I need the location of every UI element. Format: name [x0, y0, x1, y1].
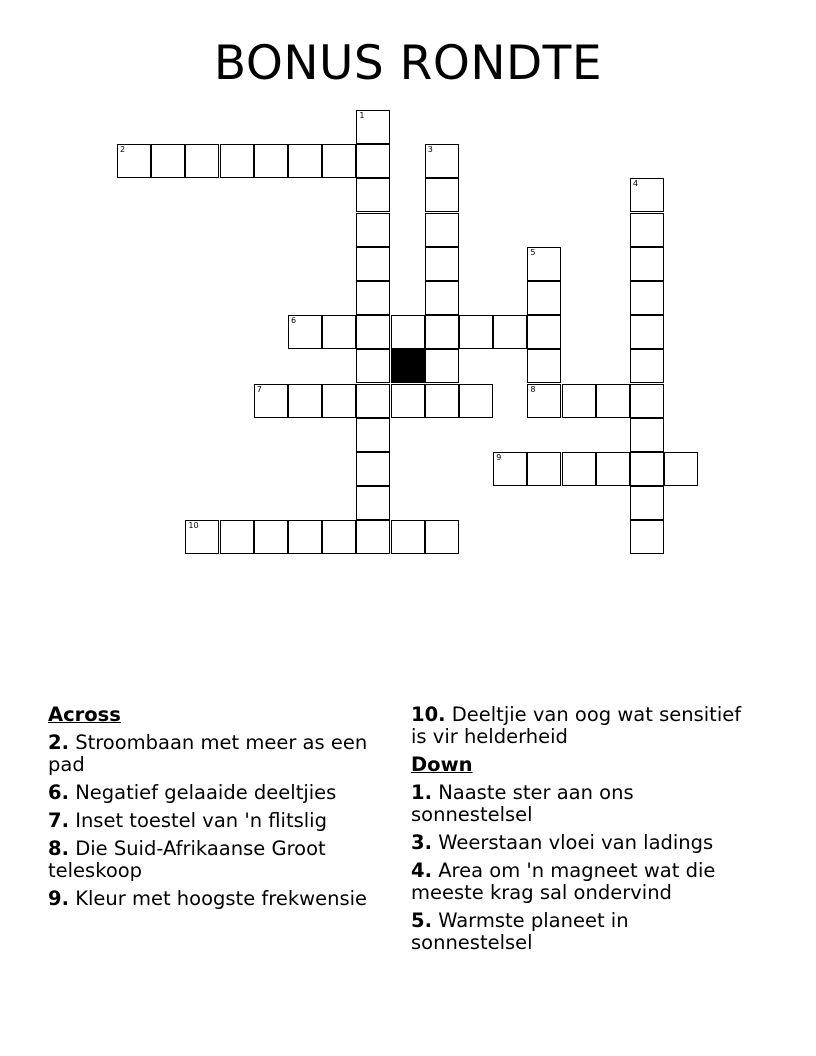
answer-cell[interactable]	[288, 520, 322, 554]
answer-cell[interactable]	[630, 315, 664, 349]
answer-cell[interactable]	[425, 213, 459, 247]
clue-number: 9.	[48, 887, 69, 910]
cell-number: 7	[256, 384, 262, 394]
answer-cell[interactable]	[185, 520, 219, 554]
clue-text: Kleur met hoogste frekwensie	[75, 887, 368, 910]
clue-number: 10.	[411, 703, 446, 726]
answer-cell[interactable]	[391, 315, 425, 349]
clue-text: Weerstaan vloei van ladings	[438, 831, 714, 854]
answer-cell[interactable]	[356, 110, 390, 144]
cell-number: 3	[427, 145, 433, 155]
answer-cell[interactable]	[425, 315, 459, 349]
clue-number: 5.	[411, 909, 432, 932]
clue-text: Negatief gelaaide deeltjies	[75, 781, 337, 804]
answer-cell[interactable]	[527, 349, 561, 383]
answer-cell[interactable]	[664, 452, 698, 486]
answer-cell[interactable]	[562, 384, 596, 418]
cell-number: 10	[188, 521, 199, 531]
answer-cell[interactable]	[356, 213, 390, 247]
clue-text: Stroombaan met meer as een pad	[48, 731, 368, 776]
answer-cell[interactable]	[630, 281, 664, 315]
answer-cell[interactable]	[151, 144, 185, 178]
answer-cell[interactable]	[356, 349, 390, 383]
answer-cell[interactable]	[288, 144, 322, 178]
clue-number: 3.	[411, 831, 432, 854]
answer-cell[interactable]	[527, 247, 561, 281]
black-square	[391, 349, 425, 383]
clue-text: Die Suid-Afrikaanse Groot teleskoop	[48, 837, 326, 882]
answer-cell[interactable]	[220, 144, 254, 178]
answer-cell[interactable]	[356, 247, 390, 281]
answer-cell[interactable]	[322, 520, 356, 554]
cell-number: 2	[120, 145, 126, 155]
clue-down-1	[411, 782, 756, 826]
answer-cell[interactable]	[459, 384, 493, 418]
answer-cell[interactable]	[356, 315, 390, 349]
answer-cell[interactable]	[425, 520, 459, 554]
cell-number: 8	[530, 384, 536, 394]
answer-cell[interactable]	[630, 520, 664, 554]
clue-across-7	[48, 810, 378, 832]
clue-text: Deeltjie van oog wat sensitief is vir helderheid	[411, 703, 742, 748]
answer-cell[interactable]	[288, 384, 322, 418]
answer-cell[interactable]	[356, 486, 390, 520]
answer-cell[interactable]	[356, 520, 390, 554]
answer-cell[interactable]	[425, 384, 459, 418]
answer-cell[interactable]	[288, 315, 322, 349]
answer-cell[interactable]	[527, 452, 561, 486]
answer-cell[interactable]	[185, 144, 219, 178]
answer-cell[interactable]	[630, 418, 664, 452]
answer-cell[interactable]	[254, 520, 288, 554]
answer-cell[interactable]	[630, 349, 664, 383]
cell-number: 1	[359, 111, 365, 120]
answer-cell[interactable]	[527, 384, 561, 418]
answer-cell[interactable]	[425, 178, 459, 212]
answer-cell[interactable]	[630, 384, 664, 418]
cell-number: 4	[633, 179, 639, 189]
cell-number: 5	[530, 247, 536, 257]
answer-cell[interactable]	[459, 315, 493, 349]
answer-cell[interactable]	[391, 384, 425, 418]
clue-down-4	[411, 860, 756, 904]
clue-number: 8.	[48, 837, 69, 860]
clues-column-right	[411, 704, 756, 960]
answer-cell[interactable]	[356, 452, 390, 486]
answer-cell[interactable]	[254, 384, 288, 418]
clue-number: 1.	[411, 781, 432, 804]
answer-cell[interactable]	[630, 452, 664, 486]
answer-cell[interactable]	[356, 178, 390, 212]
answer-cell[interactable]	[630, 486, 664, 520]
clue-across-6	[48, 782, 378, 804]
answer-cell[interactable]	[425, 247, 459, 281]
clue-across-8	[48, 838, 378, 882]
page-title: BONUS RONDTE	[213, 36, 603, 91]
clue-down-3	[411, 832, 756, 854]
clue-text: Area om 'n magneet wat die meeste krag sal ondervind	[411, 859, 716, 904]
clue-number: 2.	[48, 731, 69, 754]
clue-number: 4.	[411, 859, 432, 882]
answer-cell[interactable]	[596, 452, 630, 486]
clue-across-9	[48, 888, 378, 910]
answer-cell[interactable]	[322, 144, 356, 178]
down-heading: Down	[411, 753, 473, 776]
clue-text: Naaste ster aan ons sonnestelsel	[411, 781, 634, 826]
answer-cell[interactable]	[254, 144, 288, 178]
clue-across-2	[48, 732, 378, 776]
answer-cell[interactable]	[527, 281, 561, 315]
answer-cell[interactable]	[322, 315, 356, 349]
answer-cell[interactable]	[596, 384, 630, 418]
answer-cell[interactable]	[356, 144, 390, 178]
cell-number: 6	[291, 316, 297, 326]
clue-across-10	[411, 704, 756, 748]
clue-number: 7.	[48, 809, 69, 832]
answer-cell[interactable]	[425, 281, 459, 315]
answer-cell[interactable]	[220, 520, 254, 554]
answer-cell[interactable]	[493, 315, 527, 349]
answer-cell[interactable]	[322, 384, 356, 418]
clue-down-5	[411, 910, 756, 954]
answer-cell[interactable]	[356, 281, 390, 315]
answer-cell[interactable]	[391, 520, 425, 554]
clue-number: 6.	[48, 781, 69, 804]
answer-cell[interactable]	[527, 315, 561, 349]
clue-text: Warmste planeet in sonnestelsel	[411, 909, 629, 954]
answer-cell[interactable]	[425, 144, 459, 178]
across-heading: Across	[48, 703, 121, 726]
clues-column-left	[48, 704, 378, 916]
answer-cell[interactable]	[493, 452, 527, 486]
answer-cell[interactable]	[630, 247, 664, 281]
answer-cell[interactable]	[356, 384, 390, 418]
clue-text: Inset toestel van 'n flitslig	[75, 809, 327, 832]
cell-number: 9	[496, 453, 502, 462]
answer-cell[interactable]	[356, 418, 390, 452]
answer-cell[interactable]	[117, 144, 151, 178]
answer-cell[interactable]	[630, 178, 664, 212]
answer-cell[interactable]	[562, 452, 596, 486]
answer-cell[interactable]	[630, 213, 664, 247]
answer-cell[interactable]	[425, 349, 459, 383]
